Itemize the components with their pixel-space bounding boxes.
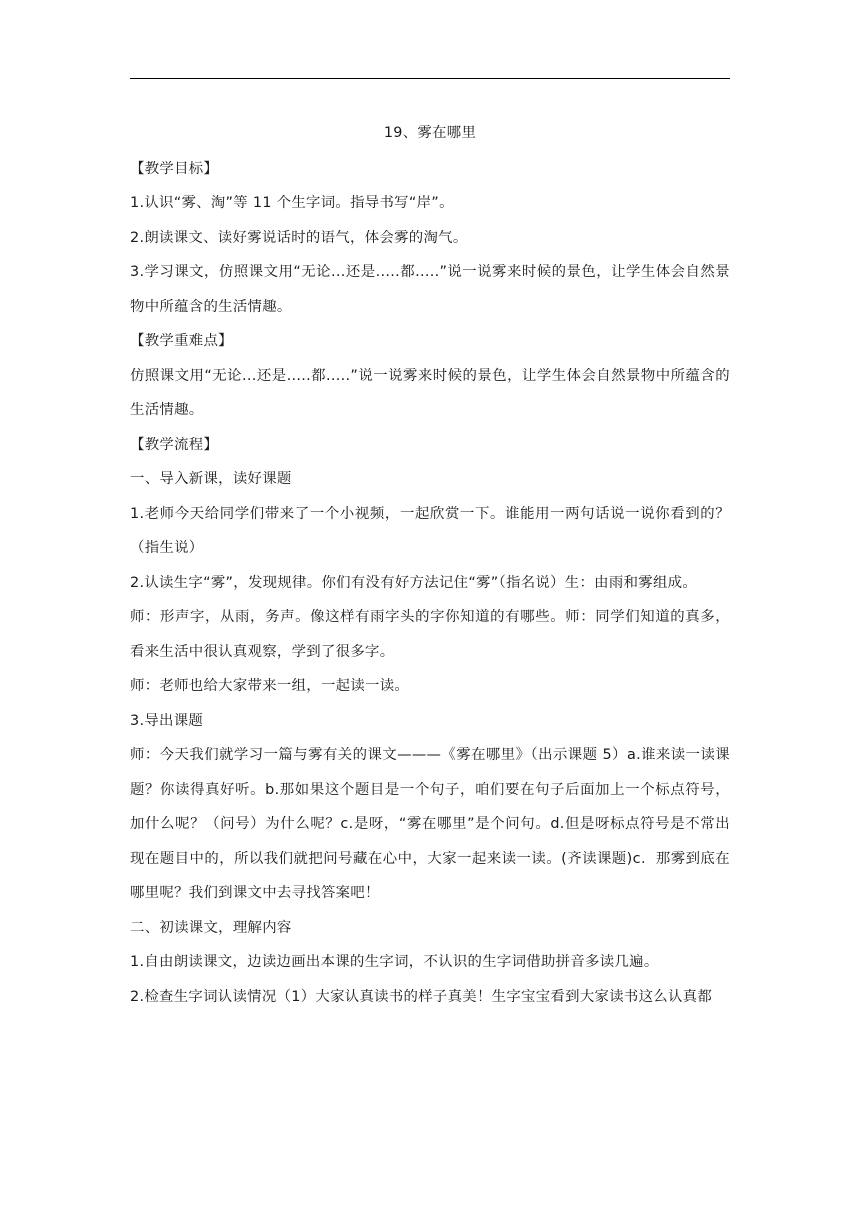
paragraph: 2.朗读课文、读好雾说话时的语气，体会雾的淘气。 (130, 229, 468, 246)
paragraph: 1.认识“雾、淘”等 11 个生字词。指导书写“岸”。 (130, 195, 454, 211)
paragraph: 2.检查生字词认读情况（1）大家认真读书的样子真美！生字宝宝看到大家读书这么认真都 (130, 988, 713, 1005)
paragraph: 仿照课文用“无论...还是.....都.....”说一说雾来时候的景色，让学生体会自然景物中所蕴含的生活情趣。 (130, 367, 730, 418)
paragraph: 3.导出课题 (130, 712, 204, 729)
paragraph: 2.认读生字“雾”，发现规律。你们有没有好方法记住“雾”（指名说）生：由雨和雾组成。 (130, 574, 698, 591)
paragraph: 师：老师也给大家带来一组，一起读一读。 (130, 678, 410, 694)
subsection-heading: 二、初读课文，理解内容 (130, 919, 292, 936)
document-body (130, 116, 730, 1014)
paragraph: 1.自由朗读课文，边读边画出本课的生字词，不认识的生字词借助拼音多读几遍。 (130, 954, 659, 970)
section-heading-key-points: 【教学重难点】 (130, 333, 233, 349)
paragraph: 师：形声字，从雨，务声。像这样有雨字头的字你知道的有哪些。师：同学们知道的真多，看来生活中很认真观察，学到了很多字。 (130, 609, 730, 660)
section-heading-process: 【教学流程】 (130, 436, 219, 453)
paragraph: 3.学习课文，仿照课文用“无论...还是.....都.....”说一说雾来时候的景色，让学生体会自然景物中所蕴含的生活情趣。 (130, 264, 730, 315)
paragraph: 师：今天我们就学习一篇与雾有关的课文———《雾在哪里》（出示课题 5）a.谁来读一读课题？你读得真好听。b.那如果这个题目是一个句子，咱们要在句子后面加上一个标点符号，加什么呢？（问号）为什么呢？c.是呀，“雾在哪里”是个问句。d.但是呀标点符号是不常出现在题目中的，所以我们就把问号藏在心中，大家一起来读一读。(齐读课题)c．那雾到底在哪里呢？我们到课文中去寻找答案吧！ (130, 747, 730, 901)
header-rule (130, 78, 730, 79)
section-heading-objectives: 【教学目标】 (130, 160, 219, 177)
document-title: 19、雾在哪里 (383, 125, 477, 141)
subsection-heading: 一、导入新课，读好课题 (130, 471, 292, 487)
paragraph: 1.老师今天给同学们带来了一个小视频，一起欣赏一下。谁能用一两句话说一说你看到的？（指生说） (130, 505, 730, 556)
